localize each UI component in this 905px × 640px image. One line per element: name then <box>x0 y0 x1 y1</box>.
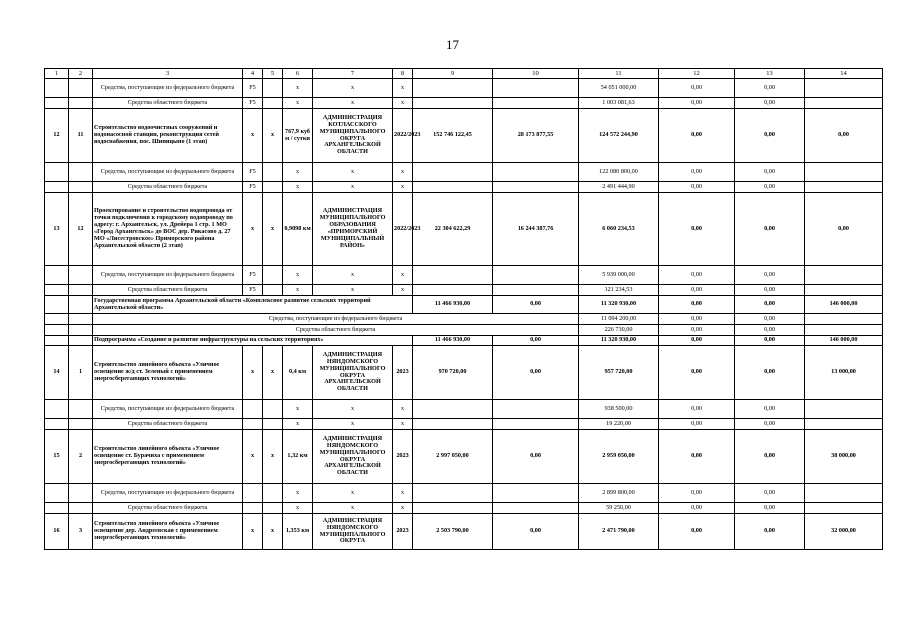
cell: 0,00 <box>735 193 805 266</box>
cell: 54 051 000,00 <box>579 79 659 98</box>
cell: 0,00 <box>735 266 805 285</box>
table-row <box>45 314 883 325</box>
cell: 11 094 200,00 <box>579 314 659 325</box>
cell: х <box>313 419 393 430</box>
cell: х <box>243 430 263 484</box>
cell: 11 320 930,00 <box>579 296 659 314</box>
funding-source-label: Средства, поступающие из федерального бюджета <box>93 163 243 182</box>
cell: F5 <box>243 163 263 182</box>
cell: х <box>283 285 313 296</box>
cell: х <box>313 503 393 514</box>
cell: 38 000,00 <box>805 430 883 484</box>
cell: х <box>243 109 263 163</box>
funding-source-label: Средства, поступающие из федерального бюджета <box>93 484 243 503</box>
header-cell: 4 <box>243 69 263 79</box>
cell: 0,00 <box>659 400 735 419</box>
cell: F5 <box>243 266 263 285</box>
cell: 13 000,00 <box>805 346 883 400</box>
cell: 0,00 <box>735 430 805 484</box>
table-row <box>45 163 883 182</box>
cell: 0,00 <box>735 484 805 503</box>
cell: х <box>263 346 283 400</box>
cell: 2022/2023 <box>393 193 413 266</box>
cell: х <box>313 400 393 419</box>
funding-source-label: Средства областного бюджета <box>93 325 579 336</box>
cell: 0,00 <box>659 163 735 182</box>
cell: 0,00 <box>659 109 735 163</box>
cell: 1 <box>69 346 93 400</box>
cell: х <box>283 503 313 514</box>
cell: 2023 <box>393 514 413 550</box>
cell: 0,00 <box>735 98 805 109</box>
funding-source-label: Средства, поступающие из федерального бюджета <box>93 266 243 285</box>
cell: х <box>313 285 393 296</box>
project-row <box>45 514 883 550</box>
header-cell: 10 <box>493 69 579 79</box>
cell: х <box>283 163 313 182</box>
cell: 32 000,00 <box>805 514 883 550</box>
cell: F5 <box>243 79 263 98</box>
header-cell: 14 <box>805 69 883 79</box>
header-cell: 11 <box>579 69 659 79</box>
cell: 6 060 234,53 <box>579 193 659 266</box>
program-title: Государственная программа Архангельской области «Комплексное развитие сельских территорий Архангельской области» <box>93 296 413 314</box>
cell: х <box>283 419 313 430</box>
cell: х <box>243 193 263 266</box>
cell: 1,32 км <box>283 430 313 484</box>
project-title: Строительство линейного объекта «Уличное освещение ст. Бурачиха с применением энергосберегающих технологий» <box>93 430 243 484</box>
organization-cell: АДМИНИСТРАЦИЯ МУНИЦИПАЛЬНОГО ОБРАЗОВАНИЯ «ПРИМОРСКИЙ МУНИЦИПАЛЬНЫЙ РАЙОН» <box>313 193 393 266</box>
cell: х <box>283 484 313 503</box>
organization-cell: АДМИНИСТРАЦИЯ НЯНДОМСКОГО МУНИЦИПАЛЬНОГО ОКРУГА <box>313 514 393 550</box>
cell: 1 003 081,63 <box>579 98 659 109</box>
cell: 0,00 <box>493 336 579 346</box>
cell: 938 500,00 <box>579 400 659 419</box>
header-cell: 12 <box>659 69 735 79</box>
cell: х <box>393 285 413 296</box>
cell: 0,00 <box>735 163 805 182</box>
cell: 767,9 куб м / сутки <box>283 109 313 163</box>
cell: х <box>393 98 413 109</box>
cell: х <box>263 193 283 266</box>
cell: 0,00 <box>735 314 805 325</box>
cell: 0,00 <box>659 336 735 346</box>
cell: 16 <box>45 514 69 550</box>
header-cell: 1 <box>45 69 69 79</box>
cell: 0,00 <box>659 484 735 503</box>
cell: 0,00 <box>659 346 735 400</box>
project-title: Строительство линейного объекта «Уличное освещение ж/д ст. Зеленый с применением энергосберегающих технологий» <box>93 346 243 400</box>
header-cell: 3 <box>93 69 243 79</box>
cell: F5 <box>243 285 263 296</box>
cell: х <box>263 514 283 550</box>
cell: 0,00 <box>659 98 735 109</box>
funding-source-label: Средства, поступающие из федерального бюджета <box>93 79 243 98</box>
cell: 226 730,00 <box>579 325 659 336</box>
budget-table <box>44 68 883 550</box>
cell: х <box>313 484 393 503</box>
cell: 0,00 <box>493 296 579 314</box>
cell: х <box>313 163 393 182</box>
table-row <box>45 325 883 336</box>
cell: 0,00 <box>659 285 735 296</box>
cell: х <box>283 266 313 285</box>
funding-source-label: Средства областного бюджета <box>93 285 243 296</box>
cell: F5 <box>243 182 263 193</box>
cell: 2 899 800,00 <box>579 484 659 503</box>
cell: 0,00 <box>659 182 735 193</box>
cell: 0,00 <box>735 400 805 419</box>
organization-cell: АДМИНИСТРАЦИЯ НЯНДОМСКОГО МУНИЦИПАЛЬНОГО ОКРУГА АРХАНГЕЛЬСКОЙ ОБЛАСТИ <box>313 430 393 484</box>
table-row <box>45 503 883 514</box>
cell: х <box>393 484 413 503</box>
header-cell: 13 <box>735 69 805 79</box>
cell: 0,00 <box>735 296 805 314</box>
cell: х <box>283 182 313 193</box>
cell: 3 <box>69 514 93 550</box>
cell: 11 <box>69 109 93 163</box>
project-title: Проектирование и строительство водопровода от точки подключения к городскому водопроводу по адресу: г. Архангельск, ул. Дрейера 1 стр. 1 МО «Город Архангельск» до ВОС дер. Рикасово д. 27 МО «Лисестровское» Приморского района Архангельской области (2 этап) <box>93 193 243 266</box>
header-cell: 9 <box>413 69 493 79</box>
cell: 0,00 <box>659 325 735 336</box>
cell: 0,00 <box>659 503 735 514</box>
header-cell: 7 <box>313 69 393 79</box>
cell: 11 466 930,00 <box>413 296 493 314</box>
cell: х <box>313 98 393 109</box>
funding-source-label: Средства областного бюджета <box>93 182 243 193</box>
cell: 0,00 <box>735 182 805 193</box>
cell: 0,00 <box>659 266 735 285</box>
cell: 0,00 <box>493 430 579 484</box>
cell: х <box>283 400 313 419</box>
cell: 0,00 <box>659 314 735 325</box>
cell: 15 <box>45 430 69 484</box>
cell: 0,00 <box>493 346 579 400</box>
project-row <box>45 193 883 266</box>
cell: 2 <box>69 430 93 484</box>
cell: х <box>243 514 263 550</box>
program-row <box>45 296 883 314</box>
project-row <box>45 109 883 163</box>
cell: 0,00 <box>735 503 805 514</box>
funding-source-label: Средства, поступающие из федерального бюджета <box>93 314 579 325</box>
cell: 121 234,53 <box>579 285 659 296</box>
table-row <box>45 419 883 430</box>
cell: 0,00 <box>735 285 805 296</box>
cell: 0,00 <box>659 430 735 484</box>
cell: F5 <box>243 98 263 109</box>
cell: 0,00 <box>805 193 883 266</box>
subprogram-title: Подпрограмма «Создание и развитие инфраструктуры на сельских территориях» <box>93 336 413 346</box>
funding-source-label: Средства, поступающие из федерального бюджета <box>93 400 243 419</box>
funding-source-label: Средства областного бюджета <box>93 419 243 430</box>
project-title: Строительство линейного объекта «Уличное освещение дер. Андреевская с применением энергосберегающих технологий» <box>93 514 243 550</box>
cell: 13 <box>45 193 69 266</box>
cell: 0,00 <box>735 419 805 430</box>
cell: х <box>283 98 313 109</box>
cell: 0,00 <box>735 514 805 550</box>
cell: 0,00 <box>659 419 735 430</box>
table-row <box>45 285 883 296</box>
cell: х <box>313 79 393 98</box>
cell: 0,00 <box>659 193 735 266</box>
table-row <box>45 484 883 503</box>
project-row <box>45 430 883 484</box>
cell: х <box>393 419 413 430</box>
cell: 2 491 444,90 <box>579 182 659 193</box>
cell: х <box>393 163 413 182</box>
cell: 146 000,00 <box>805 336 883 346</box>
cell: х <box>393 503 413 514</box>
funding-source-label: Средства областного бюджета <box>93 98 243 109</box>
table-row <box>45 182 883 193</box>
table-row <box>45 79 883 98</box>
cell: х <box>313 266 393 285</box>
cell: х <box>393 266 413 285</box>
cell: 22 304 622,29 <box>413 193 493 266</box>
cell: 12 <box>45 109 69 163</box>
cell: х <box>243 346 263 400</box>
cell: 0,00 <box>735 109 805 163</box>
cell: 2022/2023 <box>393 109 413 163</box>
cell: х <box>393 79 413 98</box>
project-row <box>45 346 883 400</box>
project-title: Строительство водоочистных сооружений и водонасосной станции, реконструкция сетей водоснабжения, пос. Шипицыно (1 этап) <box>93 109 243 163</box>
cell: 957 720,00 <box>579 346 659 400</box>
cell: 19 220,00 <box>579 419 659 430</box>
cell: 0,00 <box>735 336 805 346</box>
cell: х <box>263 109 283 163</box>
cell: х <box>393 400 413 419</box>
cell: 146 000,00 <box>805 296 883 314</box>
table-row <box>45 400 883 419</box>
cell: 2 959 050,00 <box>579 430 659 484</box>
subprogram-row <box>45 336 883 346</box>
cell: 2 997 050,00 <box>413 430 493 484</box>
table-row <box>45 266 883 285</box>
cell: х <box>393 182 413 193</box>
header-cell: 6 <box>283 69 313 79</box>
cell: 0,00 <box>735 325 805 336</box>
cell: 2 471 790,00 <box>579 514 659 550</box>
cell: 0,00 <box>735 346 805 400</box>
cell: 1,353 км <box>283 514 313 550</box>
organization-cell: АДМИНИСТРАЦИЯ КОТЛАССКОГО МУНИЦИПАЛЬНОГО ОКРУГА АРХАНГЕЛЬСКОЙ ОБЛАСТИ <box>313 109 393 163</box>
cell: 0,9098 км <box>283 193 313 266</box>
cell: 2023 <box>393 346 413 400</box>
cell: 124 572 244,90 <box>579 109 659 163</box>
cell: 970 720,00 <box>413 346 493 400</box>
page-number: 17 <box>446 37 459 52</box>
cell: 14 <box>45 346 69 400</box>
cell: х <box>263 430 283 484</box>
cell: 122 080 800,00 <box>579 163 659 182</box>
cell: 0,00 <box>805 109 883 163</box>
cell: х <box>283 79 313 98</box>
header-cell: 5 <box>263 69 283 79</box>
cell: 0,00 <box>659 514 735 550</box>
cell: 0,00 <box>659 79 735 98</box>
cell: 11 320 930,00 <box>579 336 659 346</box>
funding-source-label: Средства областного бюджета <box>93 503 243 514</box>
cell: 16 244 387,76 <box>493 193 579 266</box>
cell: 11 466 930,00 <box>413 336 493 346</box>
cell: 152 746 122,45 <box>413 109 493 163</box>
organization-cell: АДМИНИСТРАЦИЯ НЯНДОМСКОГО МУНИЦИПАЛЬНОГО ОКРУГА АРХАНГЕЛЬСКОЙ ОБЛАСТИ <box>313 346 393 400</box>
cell: 0,00 <box>493 514 579 550</box>
cell: 0,4 км <box>283 346 313 400</box>
cell: 2 503 790,00 <box>413 514 493 550</box>
cell: х <box>313 182 393 193</box>
cell: 0,00 <box>659 296 735 314</box>
cell: 12 <box>69 193 93 266</box>
header-cell: 2 <box>69 69 93 79</box>
table-row <box>45 98 883 109</box>
cell: 2023 <box>393 430 413 484</box>
header-cell: 8 <box>393 69 413 79</box>
header-row <box>45 69 883 79</box>
cell: 59 250,00 <box>579 503 659 514</box>
cell: 28 173 877,55 <box>493 109 579 163</box>
cell: 0,00 <box>735 79 805 98</box>
cell: 5 939 000,00 <box>579 266 659 285</box>
